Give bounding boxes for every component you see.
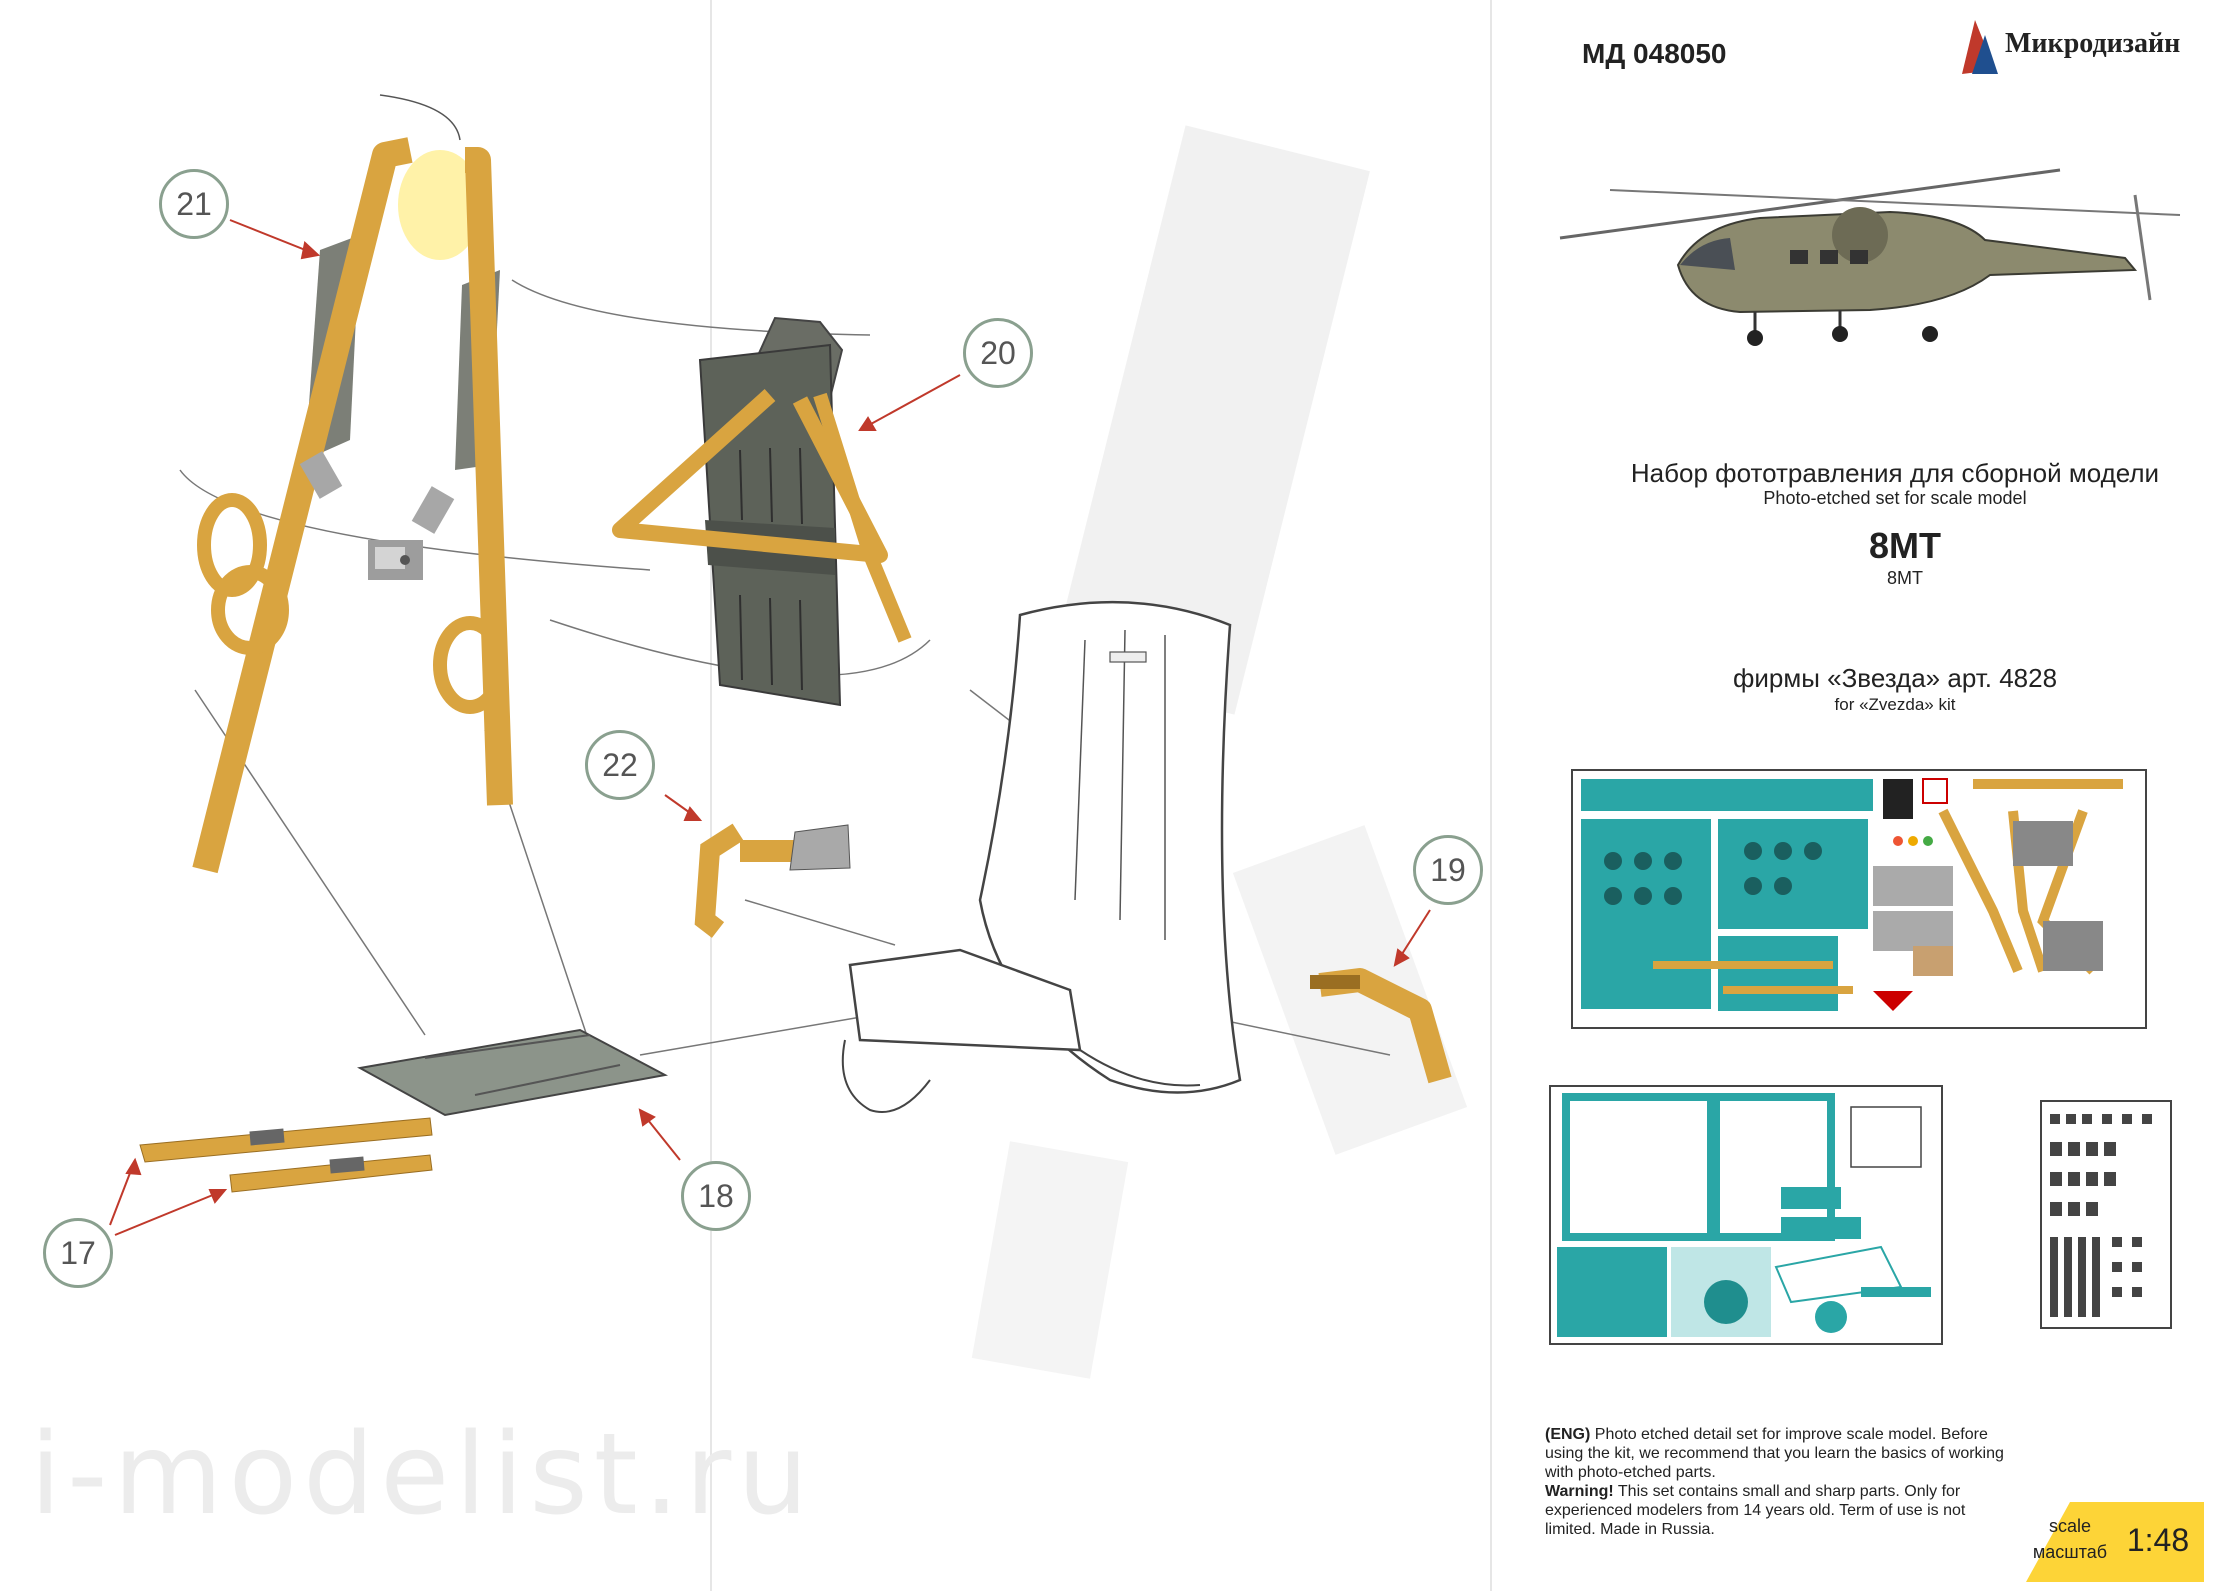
kit-en: for «Zvezda» kit [1834,695,1956,714]
callout-22: 22 [585,730,655,800]
callout-17: 17 [43,1218,113,1288]
fret-3-parts [2042,1102,2170,1327]
photo-etch-fret-2 [1549,1085,1943,1345]
fret-2-parts [1551,1087,1941,1343]
callout-20: 20 [963,318,1033,388]
eng-tag: (ENG) [1545,1426,1591,1443]
title-ru: Набор фототравления для сборной модели [1630,458,2160,488]
callout-21: 21 [159,169,229,239]
eng-notes [1545,1425,2005,1539]
model-en: 8MT [1887,568,1923,588]
scale-label-en: scale [2048,1516,2092,1536]
photo-etch-fret-3 [2040,1100,2172,1329]
watermark: i-modelist.ru [30,1410,815,1540]
title-en: Photo-etched set for scale model [1763,488,2027,508]
callout-19: 19 [1413,835,1483,905]
model-ru: 8МТ [1869,525,1941,566]
scale-value: 1:48 [2126,1522,2190,1558]
scale-label-ru: масштаб [2032,1542,2108,1562]
eng-body: Photo etched detail set for improve scale model. Before using the kit, we recommend that you learn the basics of working with photo-etched parts. [1545,1426,2004,1481]
brand-name: Микродизайн [2005,28,2181,59]
photo-etch-fret-1 [1571,769,2147,1029]
warning-body: This set contains small and sharp parts. Only for experienced modelers from 14 years old. Term of use is not limited. Made in Russia. [1545,1483,1966,1538]
warning-tag: Warning! [1545,1483,1614,1500]
scale-badge [2032,1502,2204,1582]
fret-1-parts [1573,771,2145,1027]
article-number: МД 048050 [1582,38,1727,69]
callout-18: 18 [681,1161,751,1231]
kit-ru: фирмы «Звезда» арт. 4828 [1732,663,2058,693]
